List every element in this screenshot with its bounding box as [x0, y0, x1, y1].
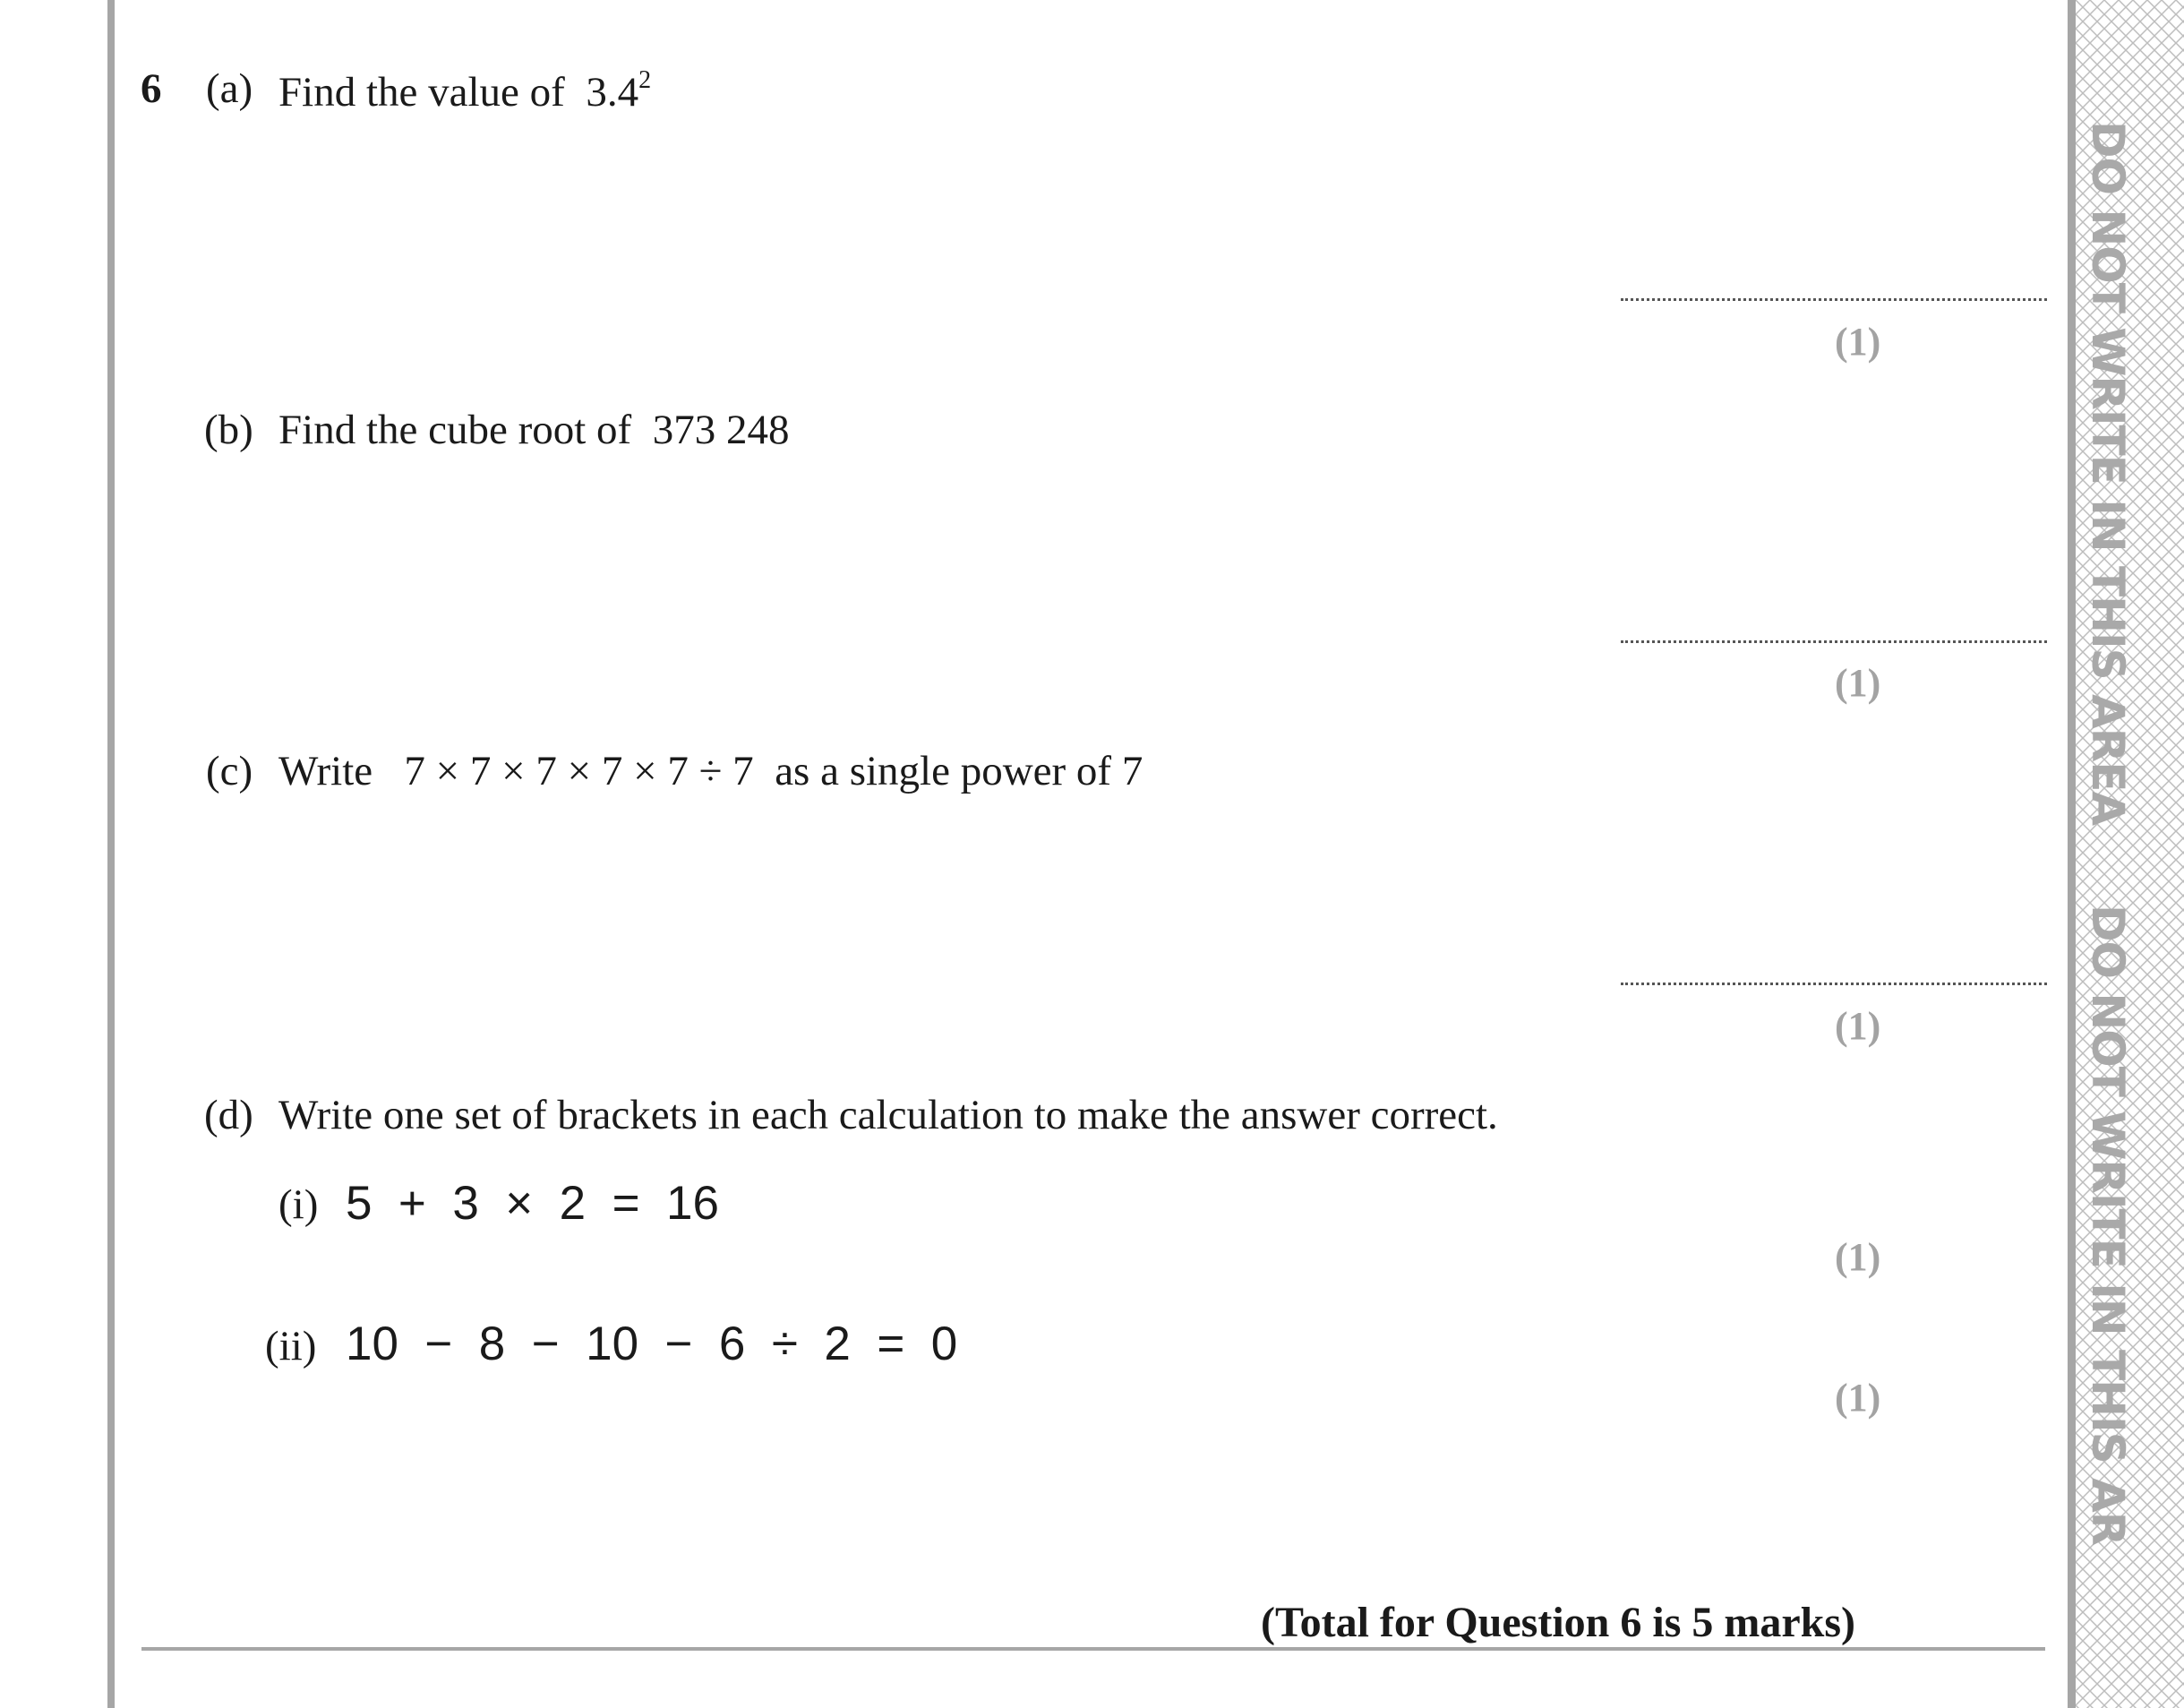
part-c-answer-line[interactable]	[1621, 983, 2047, 985]
part-c-expression: 7 × 7 × 7 × 7 × 7 ÷ 7	[404, 748, 754, 794]
part-b-prompt: Find the cube root of 373 248	[278, 407, 790, 453]
part-b-mark: (1)	[1835, 661, 1881, 705]
part-d-prompt: Write one set of brackets in each calculation to make the answer correct.	[278, 1092, 1498, 1138]
part-a-prompt: Find the value of $3.4^2$	[278, 66, 652, 116]
question-total: (Total for Question 6 is 5 marks)	[1261, 1599, 1856, 1646]
part-c-prompt: Write 7 × 7 × 7 × 7 × 7 ÷ 7 as a single power of 7	[278, 748, 1143, 794]
do-not-write-warning-top: DO NOT WRITE IN THIS AREA	[2082, 121, 2134, 826]
part-c-mark: (1)	[1835, 1004, 1881, 1048]
right-border-rule	[2068, 0, 2076, 1708]
part-a-label: (a)	[206, 65, 253, 112]
left-border-rule	[107, 0, 115, 1708]
part-a-mark: (1)	[1835, 320, 1881, 364]
part-b-value: 373 248	[652, 407, 790, 453]
part-c-label: (c)	[206, 748, 253, 794]
part-d-ii-label: (ii)	[265, 1323, 317, 1369]
part-b-answer-line[interactable]	[1621, 640, 2047, 643]
part-b-label: (b)	[204, 407, 253, 453]
part-a-base: 3.4	[586, 69, 639, 116]
question-number: 6	[141, 65, 162, 112]
do-not-write-warning-bottom: DO NOT WRITE IN THIS AR	[2082, 905, 2134, 1546]
part-d-label: (d)	[204, 1092, 253, 1138]
part-d-i-mark: (1)	[1835, 1235, 1881, 1279]
part-d-i-calculation[interactable]: 5 + 3 × 2 = 16	[346, 1177, 719, 1230]
part-a-answer-line[interactable]	[1621, 298, 2047, 301]
part-a-exponent: 2	[638, 66, 652, 94]
part-d-i-label: (i)	[278, 1181, 319, 1228]
part-d-ii-calculation[interactable]: 10 − 8 − 10 − 6 ÷ 2 = 0	[346, 1317, 958, 1370]
bottom-rule	[141, 1647, 2045, 1651]
part-d-ii-mark: (1)	[1835, 1376, 1881, 1420]
